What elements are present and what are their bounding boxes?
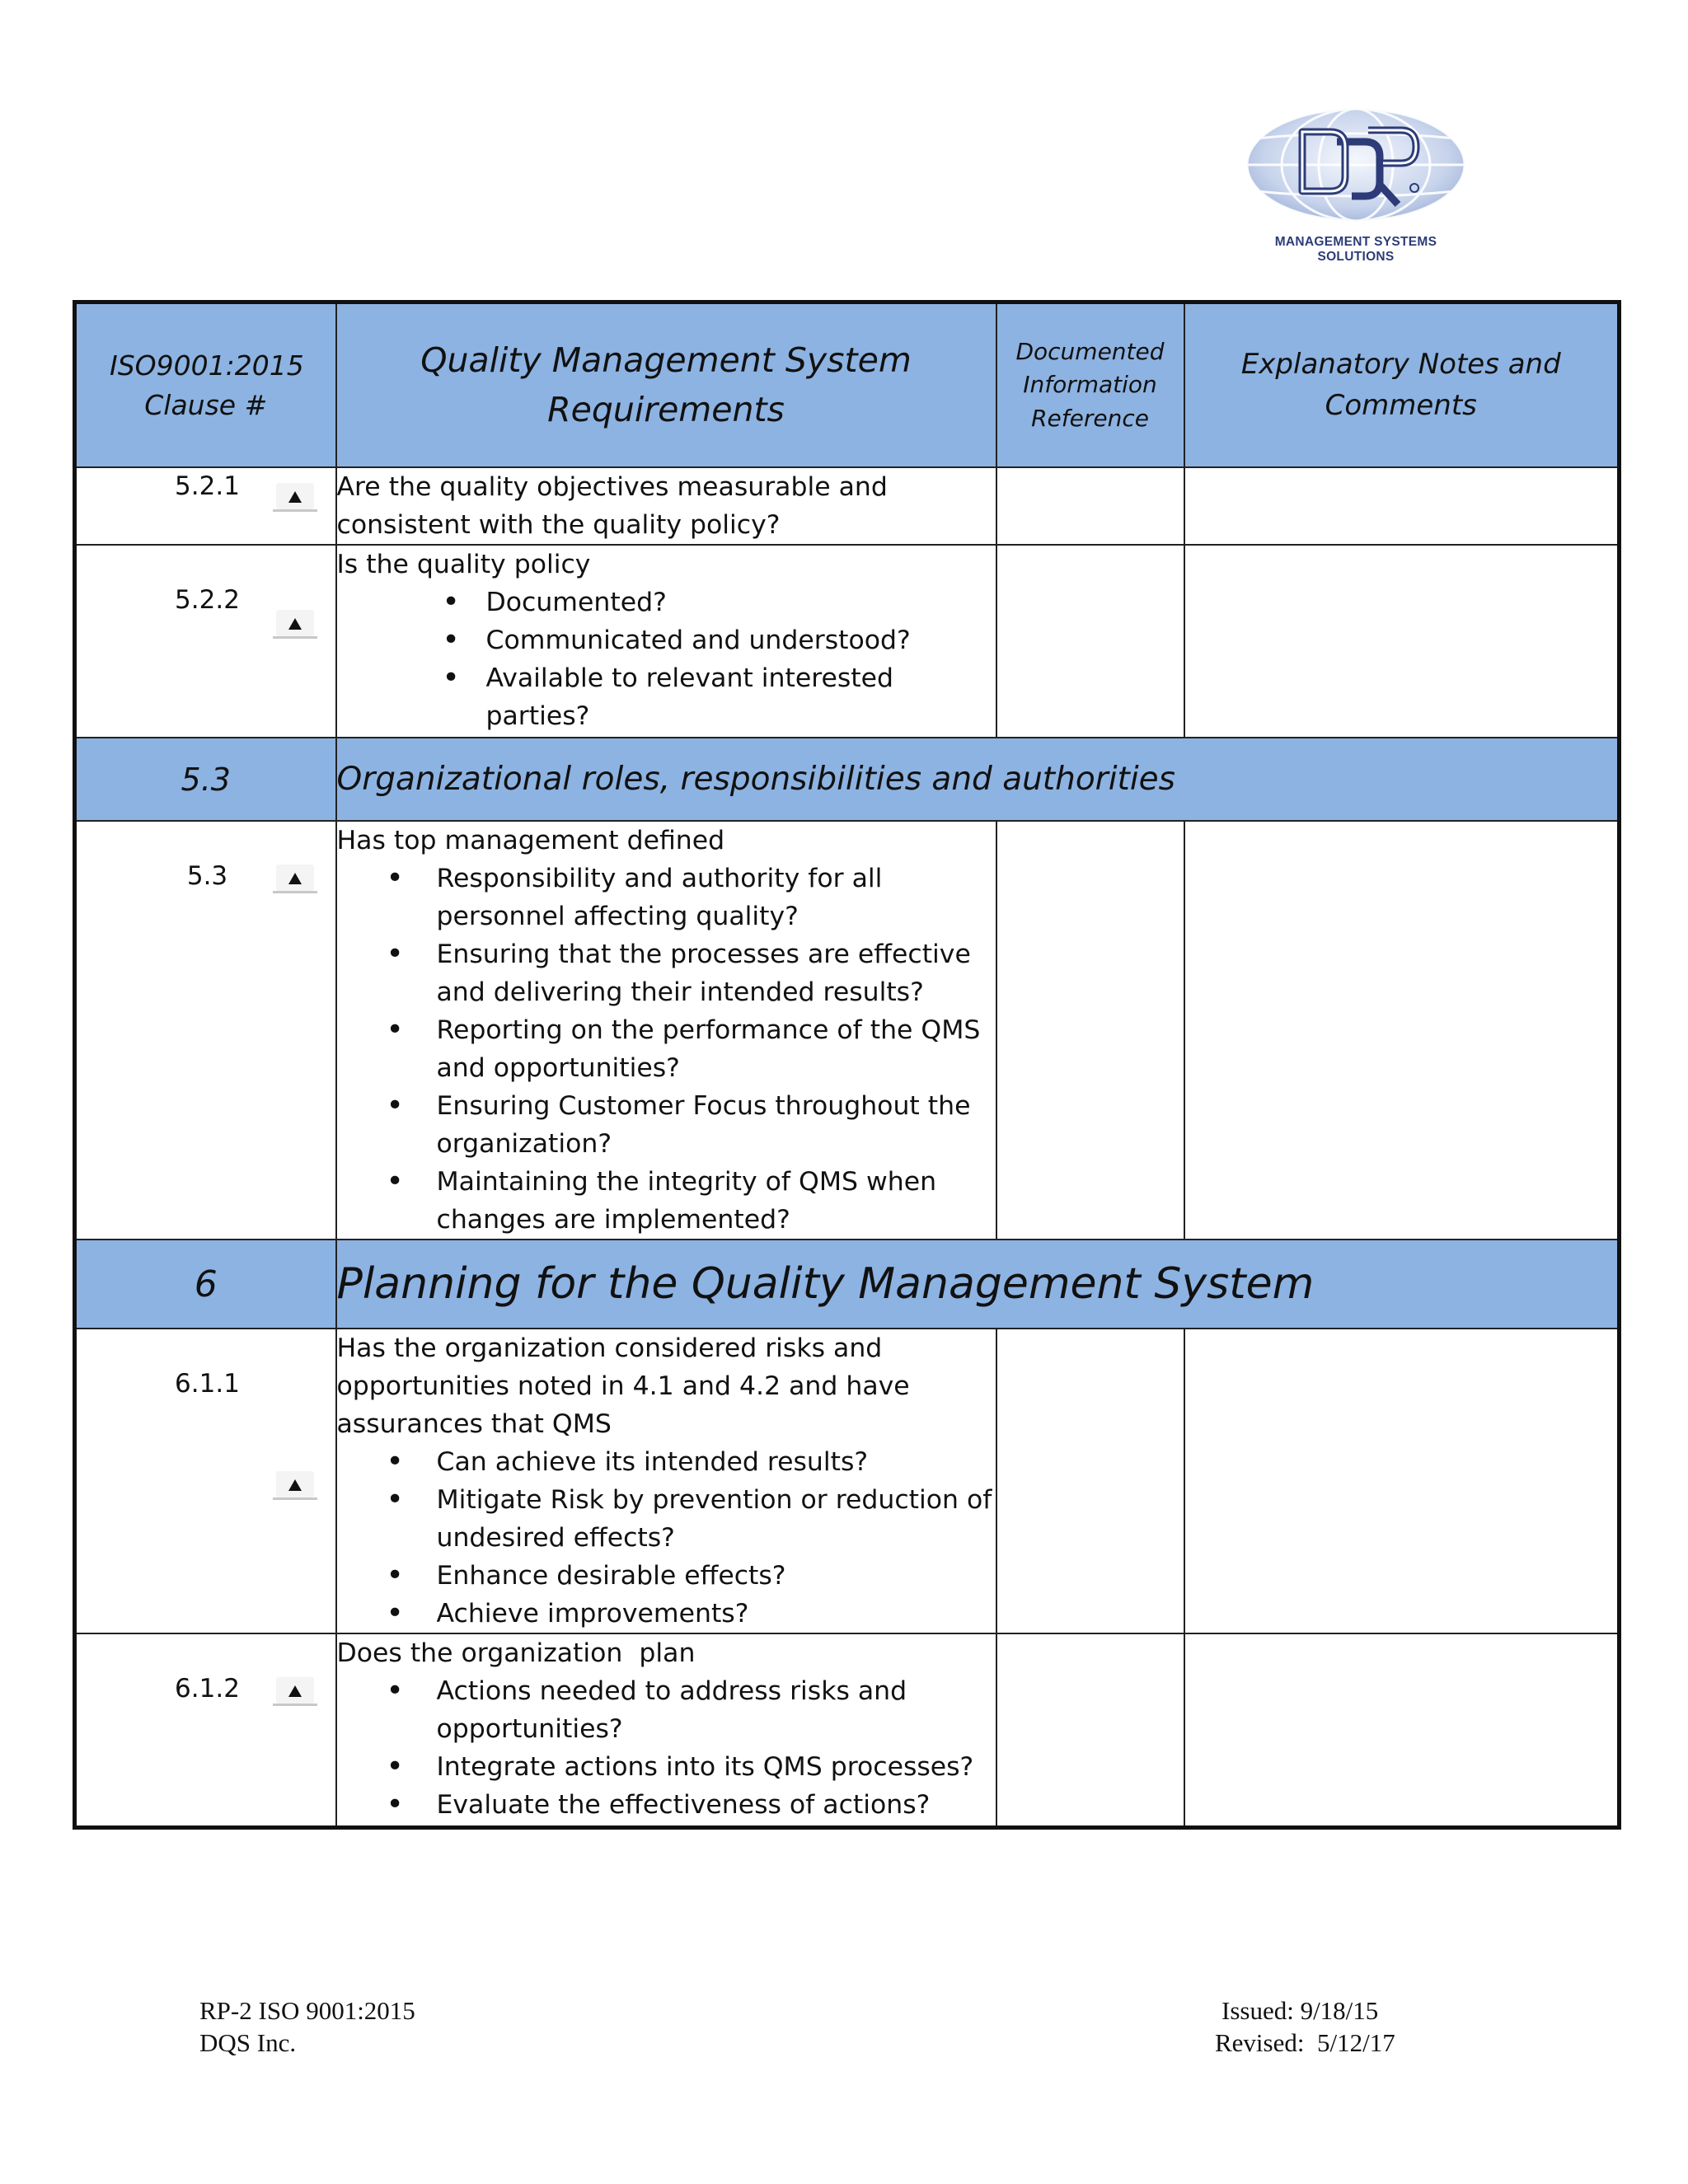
notes-cell[interactable]: [1184, 1633, 1620, 1828]
qms-checklist-table: [73, 300, 1621, 1830]
table-header-row: [75, 302, 1620, 468]
list-item: • Communicated and understood?: [337, 621, 996, 659]
notes-cell[interactable]: [1184, 1329, 1620, 1633]
clause-cell: [75, 821, 336, 1240]
footer-company: DQS Inc.: [199, 2028, 297, 2057]
requirement-cell: [336, 467, 996, 545]
requirement-intro: Has the organization considered risks and opportunities noted in 4.1 and 4.2 and have assurances that QMS: [336, 1333, 910, 1439]
table-row: [75, 545, 1620, 738]
clause-cell: [75, 467, 336, 545]
list-item: • Integrate actions into its QMS processes?: [337, 1748, 996, 1786]
list-item: • Mitigate Risk by prevention or reduction of undesired effects?: [337, 1481, 996, 1557]
footer-revised: Revised: 5/12/17: [1215, 2028, 1395, 2057]
list-item: • Ensuring Customer Focus throughout the organization?: [337, 1087, 996, 1163]
dqs-globe-icon: [1245, 105, 1467, 225]
list-item: • Can achieve its intended results?: [337, 1443, 996, 1481]
requirement-intro: Has top management defined: [336, 826, 725, 855]
list-item: • Reporting on the performance of the QMS and opportunities?: [337, 1011, 996, 1087]
clause-number: 6.1.2: [175, 1674, 240, 1704]
footer-doc-id: RP-2 ISO 9001:2015: [199, 1996, 415, 2025]
clause-cell: [75, 1633, 336, 1828]
collapse-arrow-icon[interactable]: [273, 610, 317, 640]
notes-cell[interactable]: [1184, 467, 1620, 545]
requirement-cell: [336, 821, 996, 1240]
list-item: • Responsibility and authority for all personnel affecting quality?: [337, 860, 996, 935]
requirement-bullets: [337, 860, 996, 1239]
table-row: [75, 1329, 1620, 1633]
section-heading-row: [75, 738, 1620, 821]
clause-number: 5.2.2: [175, 585, 240, 615]
list-item: • Available to relevant interested parties?: [337, 659, 996, 735]
table-row: [75, 1633, 1620, 1828]
footer-issued: Issued: 9/18/15: [1221, 1996, 1379, 2025]
requirement-cell: [336, 1633, 996, 1828]
requirement-bullets: [337, 1443, 996, 1633]
header-documented-info: Documented Information Reference: [996, 302, 1184, 468]
requirement-bullets: [337, 1672, 996, 1824]
section-number: 6: [75, 1240, 336, 1329]
collapse-arrow-icon[interactable]: [273, 483, 317, 513]
requirement-intro: Does the organization plan: [336, 1638, 696, 1668]
clause-number: 5.2.1: [175, 471, 240, 501]
list-item: • Enhance desirable effects?: [337, 1557, 996, 1595]
list-item: • Actions needed to address risks and opportunities?: [337, 1672, 996, 1748]
doc-reference-cell[interactable]: [996, 1633, 1184, 1828]
footer-left: [199, 1994, 415, 2059]
list-item: • Ensuring that the processes are effective and delivering their intended results?: [337, 935, 996, 1011]
doc-reference-cell[interactable]: [996, 821, 1184, 1240]
requirement-text: Are the quality objectives measurable and consistent with the quality policy?: [336, 472, 888, 540]
section-title: Organizational roles, responsibilities and authorities: [336, 738, 1620, 821]
requirement-intro: Is the quality policy: [336, 550, 591, 579]
list-item: • Documented?: [337, 583, 996, 621]
doc-reference-cell[interactable]: [996, 545, 1184, 738]
clause-number: 5.3: [186, 861, 228, 891]
footer-right: [1215, 1994, 1395, 2059]
requirement-bullets: [337, 583, 996, 735]
list-item: • Evaluate the effectiveness of actions?: [337, 1786, 996, 1824]
logo-tagline: MANAGEMENT SYSTEMS SOLUTIONS: [1274, 235, 1437, 264]
clause-cell: [75, 1329, 336, 1633]
dqs-logo: [1236, 105, 1475, 264]
requirement-cell: [336, 1329, 996, 1633]
doc-reference-cell[interactable]: [996, 467, 1184, 545]
notes-cell[interactable]: [1184, 545, 1620, 738]
clause-number: 6.1.1: [175, 1369, 240, 1399]
section-title: Planning for the Quality Management System: [336, 1240, 1620, 1329]
notes-cell[interactable]: [1184, 821, 1620, 1240]
collapse-arrow-icon[interactable]: [273, 865, 317, 894]
clause-cell: [75, 545, 336, 738]
table-row: [75, 821, 1620, 1240]
list-item: • Achieve improvements?: [337, 1595, 996, 1633]
table-row: [75, 467, 1620, 545]
doc-reference-cell[interactable]: [996, 1329, 1184, 1633]
header-notes: Explanatory Notes and Comments: [1184, 302, 1620, 468]
collapse-arrow-icon[interactable]: [273, 1471, 317, 1501]
list-item: • Maintaining the integrity of QMS when changes are implemented?: [337, 1163, 996, 1239]
requirement-cell: [336, 545, 996, 738]
section-number: 5.3: [75, 738, 336, 821]
collapse-arrow-icon[interactable]: [273, 1677, 317, 1707]
section-heading-row: [75, 1240, 1620, 1329]
header-clause: ISO9001:2015 Clause #: [75, 302, 336, 468]
header-requirements: Quality Management System Requirements: [336, 302, 996, 468]
